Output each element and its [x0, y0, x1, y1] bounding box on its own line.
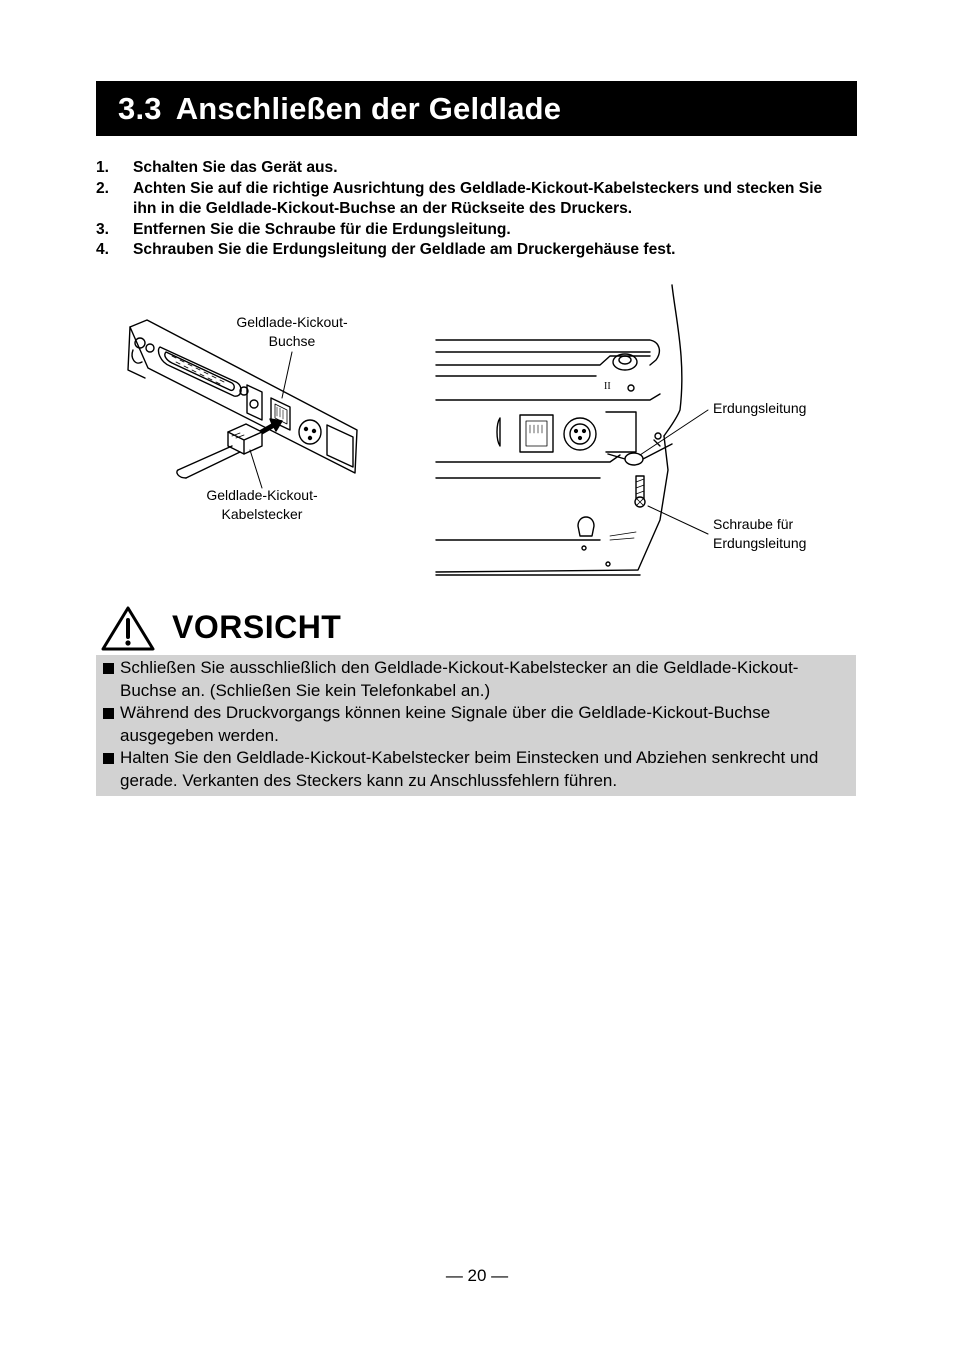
label-ground-wire: Erdungsleitung [713, 400, 807, 416]
section-title: Anschließen der Geldlade [175, 90, 562, 126]
label-kickout-plug [182, 486, 342, 524]
step-number: 2. [96, 179, 110, 197]
square-bullet-icon [103, 753, 114, 764]
caution-heading [100, 600, 341, 655]
step-text: Schalten Sie das Gerät aus. [133, 159, 338, 176]
square-bullet-icon [103, 708, 114, 719]
ground-screw-drawing [436, 285, 708, 575]
caution-item [102, 657, 850, 702]
step-number: 4. [96, 241, 110, 258]
label-line: Geldlade-Kickout- [236, 314, 348, 330]
caution-text: Halten Sie den Geldlade-Kickout-Kabelstecker beim Einstecken und Abziehen senkrecht und gerade. Verkanten des Steckers kann zu Anschlussfehlern führen. [120, 748, 819, 790]
label-ground-screw [713, 515, 806, 553]
step-number: 3. [96, 220, 110, 238]
label-line: Schraube für [713, 516, 794, 532]
label-kickout-socket [212, 313, 372, 351]
label-line: Buchse [268, 333, 316, 349]
step-text: Entfernen Sie die Schraube für die Erdungsleitung. [133, 220, 511, 238]
label-line: Kabelstecker [221, 506, 303, 522]
label-line: Geldlade-Kickout- [206, 487, 318, 503]
section-number: 3.3 [118, 90, 162, 126]
connection-illustration [0, 0, 954, 600]
caution-title: VORSICHT [172, 609, 342, 645]
label-line: Erdungsleitung [713, 535, 807, 551]
marking-label: II [604, 381, 611, 392]
warning-triangle-icon [100, 604, 156, 652]
step-text: Achten Sie auf die richtige Ausrichtung des Geldlade-Kickout-Kabelsteckers und stecken Sie ihn in die Geldlade-Kickout-Buchse an der Rückseite des Druckers. [133, 179, 823, 217]
page-number: — 20 — [445, 1266, 509, 1285]
step-text: Schrauben Sie die Erdungsleitung der Geldlade am Druckergehäuse fest. [133, 241, 676, 258]
caution-text: Schließen Sie ausschließlich den Geldlade-Kickout-Kabelstecker an die Geldlade-Kickout-Buchse an. (Schließen Sie kein Telefonkabel an.) [120, 658, 799, 700]
caution-box [96, 655, 856, 796]
square-bullet-icon [103, 663, 114, 674]
caution-item [102, 747, 850, 792]
step-number: 1. [96, 159, 110, 176]
caution-item [102, 702, 850, 747]
caution-text: Während des Druckvorgangs können keine Signale über die Geldlade-Kickout-Buchse ausgegeben werden. [120, 703, 771, 745]
